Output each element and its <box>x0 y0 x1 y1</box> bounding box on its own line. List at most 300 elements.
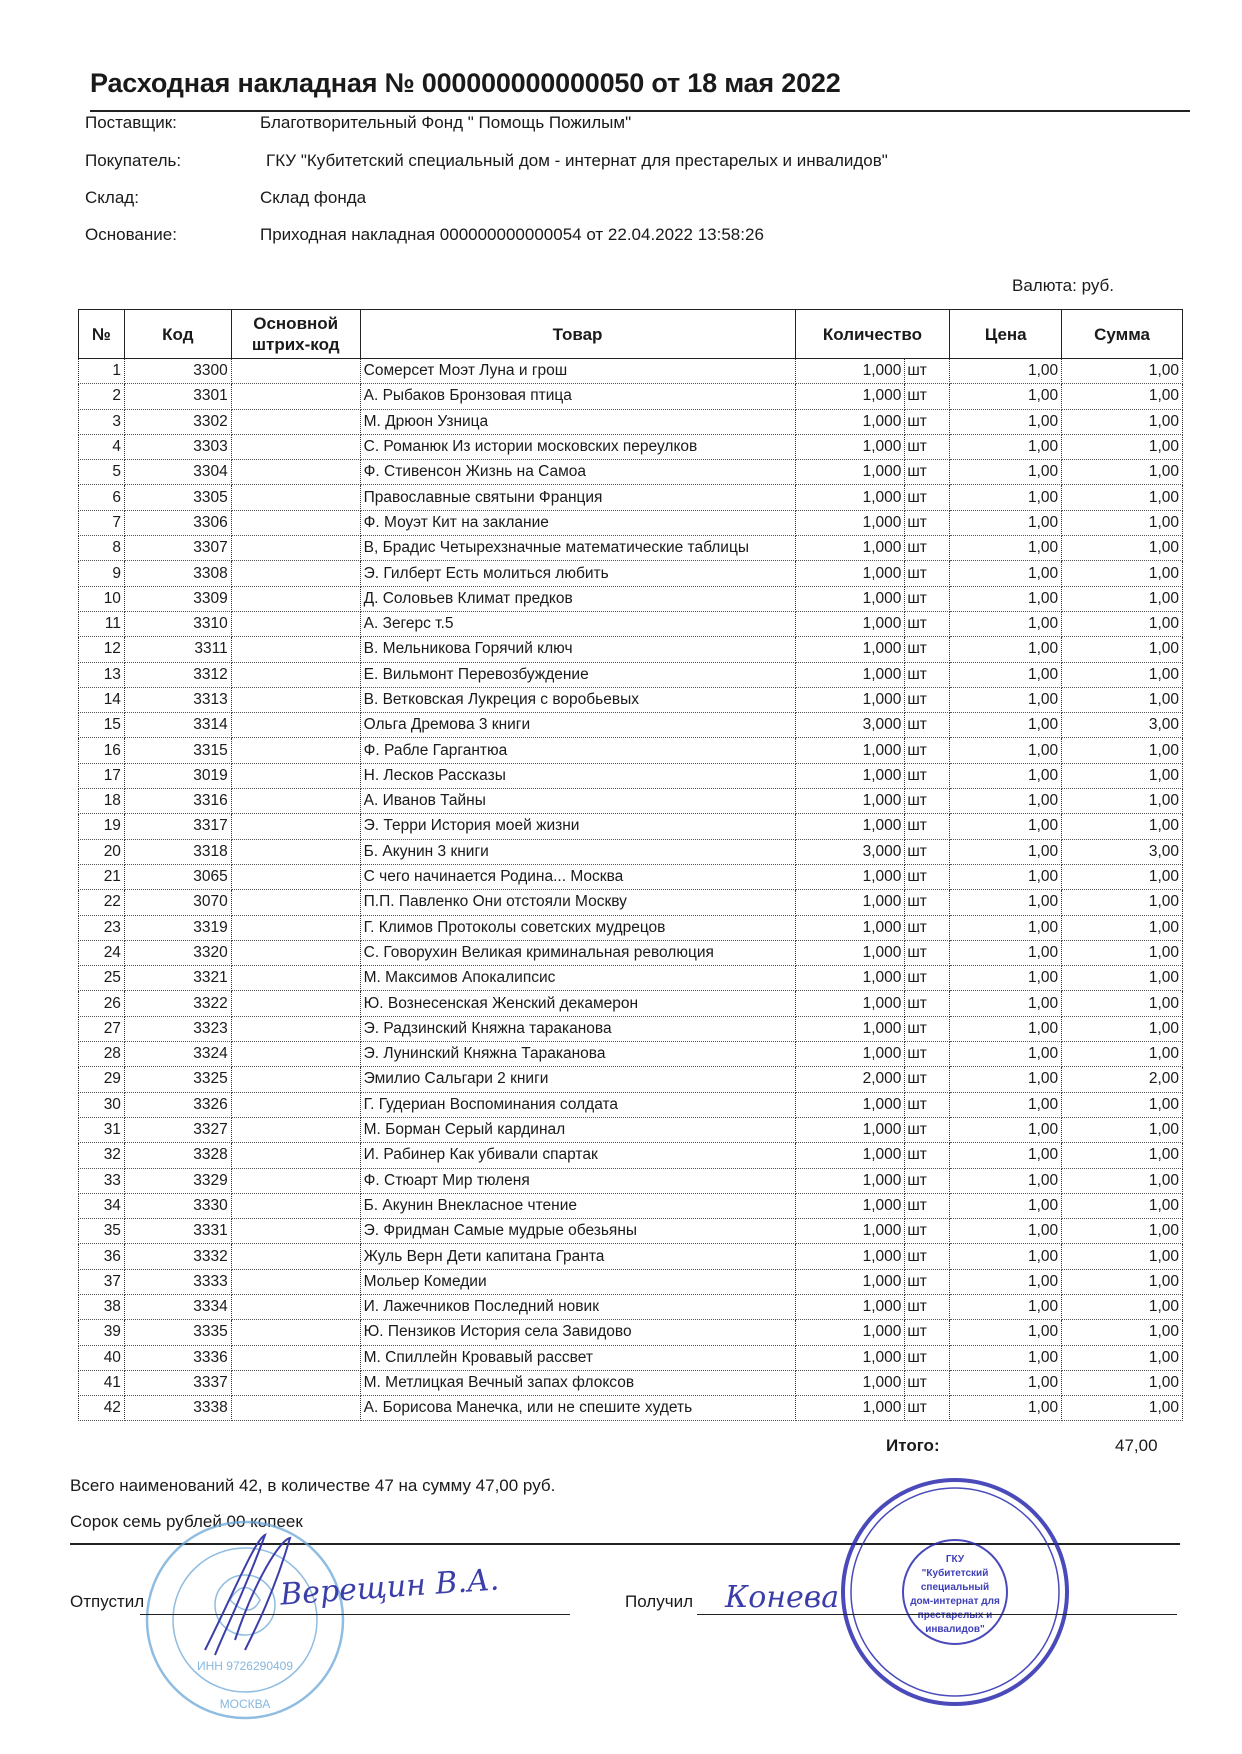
row-num: 35 <box>79 1219 125 1244</box>
row-quantity: 1,000 <box>795 611 905 636</box>
row-unit: шт <box>905 1168 950 1193</box>
received-signature: Конева <box>725 1580 840 1615</box>
row-code: 3307 <box>124 536 231 561</box>
table-row <box>79 915 1183 940</box>
row-num: 38 <box>79 1294 125 1319</box>
row-barcode <box>231 890 360 915</box>
row-barcode <box>231 915 360 940</box>
row-product: Ольга Дремова 3 книги <box>360 713 795 738</box>
row-product: Э. Гилберт Есть молиться любить <box>360 561 795 586</box>
row-quantity: 1,000 <box>795 966 905 991</box>
row-price: 1,00 <box>950 1016 1062 1041</box>
row-sum: 1,00 <box>1062 789 1183 814</box>
row-quantity: 1,000 <box>795 1117 905 1142</box>
row-price: 1,00 <box>950 1370 1062 1395</box>
row-barcode <box>231 839 360 864</box>
row-code: 3331 <box>124 1219 231 1244</box>
row-barcode <box>231 1294 360 1319</box>
row-code: 3313 <box>124 687 231 712</box>
row-product: Православные святыни Франция <box>360 485 795 510</box>
row-code: 3301 <box>124 384 231 409</box>
row-num: 16 <box>79 738 125 763</box>
row-product: Б. Акунин Внекласное чтение <box>360 1193 795 1218</box>
row-unit: шт <box>905 1320 950 1345</box>
row-unit: шт <box>905 510 950 535</box>
row-barcode <box>231 1219 360 1244</box>
row-sum: 1,00 <box>1062 1117 1183 1142</box>
table-row <box>79 1092 1183 1117</box>
row-num: 30 <box>79 1092 125 1117</box>
row-quantity: 1,000 <box>795 1320 905 1345</box>
row-barcode <box>231 409 360 434</box>
row-quantity: 1,000 <box>795 789 905 814</box>
row-barcode <box>231 1042 360 1067</box>
row-product: Ю. Пензиков История села Завидово <box>360 1320 795 1345</box>
row-price: 1,00 <box>950 1219 1062 1244</box>
row-barcode <box>231 485 360 510</box>
buyer-stamp-line: престарелых и <box>917 1610 993 1621</box>
row-price: 1,00 <box>950 637 1062 662</box>
row-barcode <box>231 991 360 1016</box>
row-price: 1,00 <box>950 1067 1062 1092</box>
row-product: Сомерсет Моэт Луна и грош <box>360 359 795 384</box>
row-barcode <box>231 1244 360 1269</box>
supplier-stamp-city: МОСКВА <box>219 1697 271 1711</box>
table-row <box>79 611 1183 636</box>
row-quantity: 1,000 <box>795 1269 905 1294</box>
row-num: 2 <box>79 384 125 409</box>
row-product: М. Борман Серый кардинал <box>360 1117 795 1142</box>
row-unit: шт <box>905 1370 950 1395</box>
row-code: 3319 <box>124 915 231 940</box>
buyer-stamp-line: инвалидов" <box>925 1624 985 1635</box>
table-row <box>79 839 1183 864</box>
row-unit: шт <box>905 864 950 889</box>
field-value: Благотворительный Фонд " Помощь Пожилым" <box>260 113 632 132</box>
row-product: Ю. Вознесенская Женский декамерон <box>360 991 795 1016</box>
row-sum: 1,00 <box>1062 1396 1183 1421</box>
row-price: 1,00 <box>950 839 1062 864</box>
row-sum: 1,00 <box>1062 763 1183 788</box>
table-row <box>79 1244 1183 1269</box>
row-num: 26 <box>79 991 125 1016</box>
row-num: 15 <box>79 713 125 738</box>
row-quantity: 2,000 <box>795 1067 905 1092</box>
row-price: 1,00 <box>950 1193 1062 1218</box>
row-product: А. Борисова Манечка, или не спешите худеть <box>360 1396 795 1421</box>
row-unit: шт <box>905 839 950 864</box>
row-barcode <box>231 1370 360 1395</box>
row-barcode <box>231 662 360 687</box>
row-unit: шт <box>905 1396 950 1421</box>
table-row <box>79 434 1183 459</box>
row-code: 3305 <box>124 485 231 510</box>
row-sum: 1,00 <box>1062 637 1183 662</box>
title-rule <box>90 110 1190 112</box>
row-barcode <box>231 1016 360 1041</box>
items-table <box>78 309 1183 1421</box>
row-unit: шт <box>905 637 950 662</box>
signature-divider <box>70 1543 1180 1545</box>
row-code: 3311 <box>124 637 231 662</box>
field-label: Поставщик: <box>85 113 177 132</box>
row-product: И. Рабинер Как убивали спартак <box>360 1143 795 1168</box>
row-price: 1,00 <box>950 586 1062 611</box>
table-row <box>79 586 1183 611</box>
row-price: 1,00 <box>950 966 1062 991</box>
row-unit: шт <box>905 890 950 915</box>
row-product: Э. Лунинский Княжна Тараканова <box>360 1042 795 1067</box>
row-price: 1,00 <box>950 485 1062 510</box>
row-unit: шт <box>905 915 950 940</box>
row-unit: шт <box>905 1193 950 1218</box>
summary-line: Всего наименований 42, в количестве 47 на сумму 47,00 руб. <box>70 1476 556 1495</box>
table-row <box>79 1067 1183 1092</box>
row-price: 1,00 <box>950 1320 1062 1345</box>
table-row <box>79 713 1183 738</box>
row-num: 33 <box>79 1168 125 1193</box>
row-sum: 1,00 <box>1062 434 1183 459</box>
field-label: Покупатель: <box>85 151 182 170</box>
table-row <box>79 940 1183 965</box>
table-row <box>79 1294 1183 1319</box>
row-code: 3332 <box>124 1244 231 1269</box>
row-product: М. Дрюон Узница <box>360 409 795 434</box>
row-quantity: 1,000 <box>795 1244 905 1269</box>
table-row <box>79 738 1183 763</box>
table-row <box>79 1269 1183 1294</box>
row-barcode <box>231 763 360 788</box>
row-unit: шт <box>905 536 950 561</box>
row-quantity: 1,000 <box>795 1092 905 1117</box>
row-num: 40 <box>79 1345 125 1370</box>
row-barcode <box>231 561 360 586</box>
row-quantity: 1,000 <box>795 510 905 535</box>
amount-in-words: Сорок семь рублей 00 копеек <box>70 1512 303 1531</box>
table-row <box>79 1143 1183 1168</box>
table-row <box>79 637 1183 662</box>
row-barcode <box>231 536 360 561</box>
row-product: Э. Терри История моей жизни <box>360 814 795 839</box>
table-row <box>79 409 1183 434</box>
row-code: 3325 <box>124 1067 231 1092</box>
row-sum: 1,00 <box>1062 1219 1183 1244</box>
row-code: 3338 <box>124 1396 231 1421</box>
row-code: 3334 <box>124 1294 231 1319</box>
row-barcode <box>231 637 360 662</box>
row-product: Г. Гудериан Воспоминания солдата <box>360 1092 795 1117</box>
table-row <box>79 966 1183 991</box>
row-sum: 1,00 <box>1062 864 1183 889</box>
row-num: 21 <box>79 864 125 889</box>
table-row <box>79 687 1183 712</box>
row-quantity: 1,000 <box>795 763 905 788</box>
table-row <box>79 1219 1183 1244</box>
table-header-row <box>79 310 1183 359</box>
row-barcode <box>231 434 360 459</box>
row-price: 1,00 <box>950 1042 1062 1067</box>
row-product: В. Мельникова Горячий ключ <box>360 637 795 662</box>
row-product: Ф. Стюарт Мир тюленя <box>360 1168 795 1193</box>
row-sum: 1,00 <box>1062 409 1183 434</box>
row-unit: шт <box>905 1345 950 1370</box>
row-product: М. Метлицкая Вечный запах флоксов <box>360 1370 795 1395</box>
row-unit: шт <box>905 687 950 712</box>
released-signature-line <box>140 1614 570 1615</box>
row-barcode <box>231 940 360 965</box>
row-product: Е. Вильмонт Перевозбуждение <box>360 662 795 687</box>
row-price: 1,00 <box>950 991 1062 1016</box>
row-product: А. Зегерс т.5 <box>360 611 795 636</box>
row-product: С. Романюк Из истории московских переулков <box>360 434 795 459</box>
row-barcode <box>231 1193 360 1218</box>
row-product: П.П. Павленко Они отстояли Москву <box>360 890 795 915</box>
row-code: 3318 <box>124 839 231 864</box>
row-quantity: 1,000 <box>795 561 905 586</box>
table-row <box>79 536 1183 561</box>
row-num: 41 <box>79 1370 125 1395</box>
row-num: 34 <box>79 1193 125 1218</box>
row-sum: 1,00 <box>1062 384 1183 409</box>
row-quantity: 1,000 <box>795 1219 905 1244</box>
row-product: Ф. Рабле Гаргантюа <box>360 738 795 763</box>
row-barcode <box>231 966 360 991</box>
document-title: Расходная накладная № 000000000000050 от 18 мая 2022 <box>90 68 841 98</box>
row-num: 3 <box>79 409 125 434</box>
row-quantity: 1,000 <box>795 637 905 662</box>
row-sum: 1,00 <box>1062 1143 1183 1168</box>
field-value: Приходная накладная 000000000000054 от 22.04.2022 13:58:26 <box>260 225 764 244</box>
table-row <box>79 1168 1183 1193</box>
table-row <box>79 1193 1183 1218</box>
row-quantity: 1,000 <box>795 1016 905 1041</box>
row-num: 7 <box>79 510 125 535</box>
row-quantity: 3,000 <box>795 839 905 864</box>
row-product: Н. Лесков Рассказы <box>360 763 795 788</box>
row-product: Эмилио Сальгари 2 книги <box>360 1067 795 1092</box>
row-barcode <box>231 611 360 636</box>
row-sum: 3,00 <box>1062 839 1183 864</box>
table-row <box>79 662 1183 687</box>
row-quantity: 1,000 <box>795 687 905 712</box>
row-num: 17 <box>79 763 125 788</box>
row-quantity: 1,000 <box>795 485 905 510</box>
header-code: Код <box>124 310 231 359</box>
row-sum: 1,00 <box>1062 1294 1183 1319</box>
row-code: 3314 <box>124 713 231 738</box>
row-product: С. Говорухин Великая криминальная революция <box>360 940 795 965</box>
row-code: 3328 <box>124 1143 231 1168</box>
row-num: 27 <box>79 1016 125 1041</box>
table-row <box>79 1396 1183 1421</box>
row-barcode <box>231 814 360 839</box>
row-unit: шт <box>905 359 950 384</box>
row-price: 1,00 <box>950 1244 1062 1269</box>
row-sum: 1,00 <box>1062 1320 1183 1345</box>
row-price: 1,00 <box>950 864 1062 889</box>
row-sum: 1,00 <box>1062 1193 1183 1218</box>
row-code: 3070 <box>124 890 231 915</box>
row-code: 3308 <box>124 561 231 586</box>
row-code: 3321 <box>124 966 231 991</box>
row-quantity: 1,000 <box>795 384 905 409</box>
row-num: 37 <box>79 1269 125 1294</box>
row-code: 3019 <box>124 763 231 788</box>
row-sum: 1,00 <box>1062 1269 1183 1294</box>
row-num: 39 <box>79 1320 125 1345</box>
row-num: 6 <box>79 485 125 510</box>
row-code: 3303 <box>124 434 231 459</box>
row-unit: шт <box>905 966 950 991</box>
row-unit: шт <box>905 814 950 839</box>
row-price: 1,00 <box>950 359 1062 384</box>
table-row <box>79 460 1183 485</box>
row-code: 3329 <box>124 1168 231 1193</box>
row-num: 22 <box>79 890 125 915</box>
row-sum: 1,00 <box>1062 1092 1183 1117</box>
header-quantity: Количество <box>795 310 950 359</box>
row-barcode <box>231 1067 360 1092</box>
row-price: 1,00 <box>950 611 1062 636</box>
buyer-stamp-line: дом-интернат для <box>910 1596 1000 1607</box>
table-row <box>79 864 1183 889</box>
row-price: 1,00 <box>950 789 1062 814</box>
row-barcode <box>231 384 360 409</box>
received-label: Получил <box>625 1592 693 1611</box>
row-price: 1,00 <box>950 1143 1062 1168</box>
row-quantity: 1,000 <box>795 662 905 687</box>
row-price: 1,00 <box>950 662 1062 687</box>
field-label: Склад: <box>85 188 139 207</box>
row-price: 1,00 <box>950 1396 1062 1421</box>
total-value: 47,00 <box>1115 1436 1158 1455</box>
row-sum: 1,00 <box>1062 1345 1183 1370</box>
row-code: 3335 <box>124 1320 231 1345</box>
row-code: 3312 <box>124 662 231 687</box>
row-price: 1,00 <box>950 915 1062 940</box>
row-num: 9 <box>79 561 125 586</box>
row-unit: шт <box>905 1244 950 1269</box>
row-num: 28 <box>79 1042 125 1067</box>
buyer-stamp-line: ГКУ <box>945 1554 965 1565</box>
row-price: 1,00 <box>950 687 1062 712</box>
row-code: 3310 <box>124 611 231 636</box>
row-unit: шт <box>905 586 950 611</box>
table-row <box>79 1042 1183 1067</box>
row-quantity: 1,000 <box>795 1396 905 1421</box>
row-num: 20 <box>79 839 125 864</box>
row-code: 3065 <box>124 864 231 889</box>
row-quantity: 1,000 <box>795 814 905 839</box>
row-sum: 1,00 <box>1062 586 1183 611</box>
row-code: 3306 <box>124 510 231 535</box>
row-num: 12 <box>79 637 125 662</box>
row-sum: 1,00 <box>1062 915 1183 940</box>
row-quantity: 1,000 <box>795 890 905 915</box>
row-product: Э. Фридман Самые мудрые обезьяны <box>360 1219 795 1244</box>
row-unit: шт <box>905 1092 950 1117</box>
row-quantity: 1,000 <box>795 1370 905 1395</box>
row-quantity: 1,000 <box>795 359 905 384</box>
row-barcode <box>231 1269 360 1294</box>
row-num: 31 <box>79 1117 125 1142</box>
row-barcode <box>231 1396 360 1421</box>
row-sum: 3,00 <box>1062 713 1183 738</box>
row-sum: 1,00 <box>1062 1244 1183 1269</box>
table-row <box>79 763 1183 788</box>
row-num: 4 <box>79 434 125 459</box>
row-unit: шт <box>905 1294 950 1319</box>
row-quantity: 1,000 <box>795 1143 905 1168</box>
row-price: 1,00 <box>950 409 1062 434</box>
row-num: 42 <box>79 1396 125 1421</box>
row-sum: 1,00 <box>1062 510 1183 535</box>
header-product: Товар <box>360 310 795 359</box>
row-code: 3304 <box>124 460 231 485</box>
row-product: А. Иванов Тайны <box>360 789 795 814</box>
row-sum: 1,00 <box>1062 890 1183 915</box>
row-quantity: 1,000 <box>795 1042 905 1067</box>
row-quantity: 1,000 <box>795 940 905 965</box>
row-unit: шт <box>905 409 950 434</box>
row-unit: шт <box>905 485 950 510</box>
row-sum: 1,00 <box>1062 1042 1183 1067</box>
row-price: 1,00 <box>950 890 1062 915</box>
row-unit: шт <box>905 1042 950 1067</box>
row-barcode <box>231 789 360 814</box>
table-row <box>79 510 1183 535</box>
supplier-stamp-inn: ИНН 9726290409 <box>196 1659 294 1673</box>
row-price: 1,00 <box>950 1269 1062 1294</box>
row-price: 1,00 <box>950 1168 1062 1193</box>
row-num: 23 <box>79 915 125 940</box>
buyer-stamp <box>835 1470 1075 1715</box>
row-sum: 1,00 <box>1062 1016 1183 1041</box>
row-unit: шт <box>905 1143 950 1168</box>
table-row <box>79 384 1183 409</box>
row-sum: 1,00 <box>1062 460 1183 485</box>
field-value: Склад фонда <box>260 188 367 207</box>
row-unit: шт <box>905 1117 950 1142</box>
row-quantity: 1,000 <box>795 1193 905 1218</box>
row-quantity: 1,000 <box>795 536 905 561</box>
row-unit: шт <box>905 434 950 459</box>
row-price: 1,00 <box>950 763 1062 788</box>
row-sum: 2,00 <box>1062 1067 1183 1092</box>
row-code: 3330 <box>124 1193 231 1218</box>
table-row <box>79 561 1183 586</box>
table-row <box>79 814 1183 839</box>
row-unit: шт <box>905 1269 950 1294</box>
row-code: 3326 <box>124 1092 231 1117</box>
row-quantity: 1,000 <box>795 1168 905 1193</box>
row-barcode <box>231 1117 360 1142</box>
row-barcode <box>231 1143 360 1168</box>
row-code: 3300 <box>124 359 231 384</box>
row-num: 13 <box>79 662 125 687</box>
row-product: Жуль Верн Дети капитана Гранта <box>360 1244 795 1269</box>
table-row <box>79 991 1183 1016</box>
row-sum: 1,00 <box>1062 359 1183 384</box>
table-row <box>79 1117 1183 1142</box>
row-unit: шт <box>905 713 950 738</box>
row-price: 1,00 <box>950 713 1062 738</box>
field-label: Основание: <box>85 225 177 244</box>
row-unit: шт <box>905 460 950 485</box>
row-unit: шт <box>905 763 950 788</box>
row-price: 1,00 <box>950 738 1062 763</box>
row-code: 3315 <box>124 738 231 763</box>
